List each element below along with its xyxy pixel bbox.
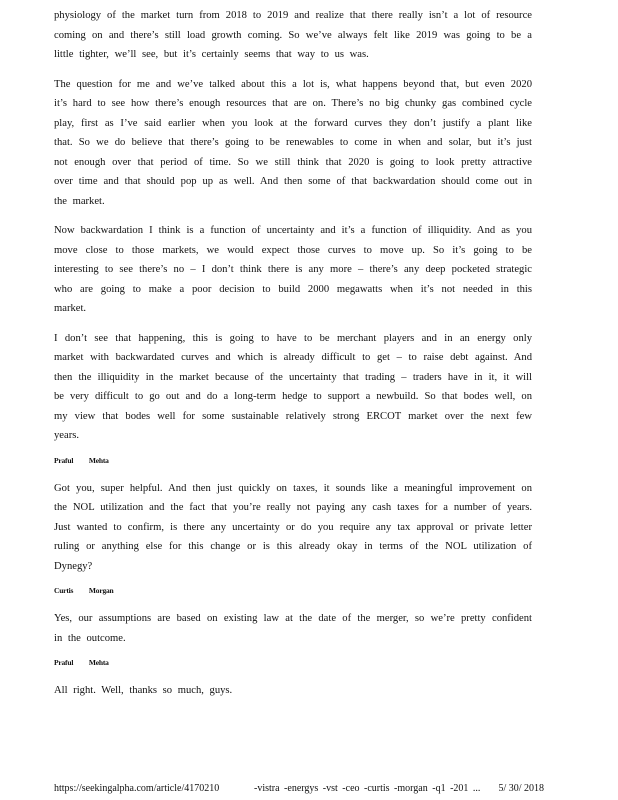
speaker-name: Curtis Morgan <box>54 586 114 595</box>
paragraph: physiology of the market turn from 2018 to 2019 and realize that there really isn’t a lot of resource coming on and there’s still load growth coming. So we’ve always felt like 2019 was going to be a little tighter, we’ll see, but it’s certainly seems that way to us was. <box>54 10 532 60</box>
transcript-body <box>54 6 532 711</box>
footer-article-slug: -vistra -energys -vst -ceo -curtis -morgan -q1 -201 ... <box>254 783 481 794</box>
speaker-name: Praful Mehta <box>54 455 109 465</box>
footer-url[interactable]: https://seekingalpha.com/article/4170210 <box>54 783 220 794</box>
paragraph: The question for me and we’ve talked about this a lot is, what happens beyond that, but even 2020 it’s hard to see how there’s enough resources that are on. There’s no big chunky gas combined cycle play, first as I’ve said earlier when you look at the forward curves they don’t justify a plant like that. So we do believe that there’s going to be renewables to come in when and solar, but it’s just not enough over that period of time. So we still think that 2020 is going to look pretty attractive over time and that should pop up as well. And then some of that backwardation should come out in the market. <box>54 78 532 207</box>
paragraph: All right. Well, thanks so much, guys. <box>54 685 233 696</box>
paragraph: Got you, super helpful. And then just quickly on taxes, it sounds like a meaningful improvement on the NOL utilization and the fact that you’re really not paying any cash taxes for a number of years. Just wanted to confirm, is there any uncertainty or do you require any tax approval or private letter ruling or anything else for this change or is this already okay in terms of the NOL utilization of Dynegy? <box>54 482 532 572</box>
paragraph: I don’t see that happening, this is going to have to be merchant players and in an energy only market with backwardated curves and which is already difficult to get – to raise debt against. And then the illiquidity in the market because of the uncertainty that trading – traders have in it, it will be very difficult to go out and do a long-term hedge to support a newbuild. So that bodes well, on my view that bodes well for some sustainable relatively strong ERCOT market over the next few years. <box>54 332 532 441</box>
footer-date: 5/ 30/ 2018 <box>498 783 544 794</box>
paragraph: Now backwardation I think is a function of uncertainty and it’s a function of illiquidity. And as you move close to those markets, we would expect those curves to move up. So it’s going to be interesting to see there’s no – I don’t think there is any more – there’s any deep pocketed strategic who are going to make a poor decision to build 2000 megawatts when it’s not needed in this market. <box>54 225 532 314</box>
paragraph: Yes, our assumptions are based on existing law at the date of the merger, so we’re pretty confident in the outcome. <box>54 613 532 644</box>
speaker-name: Praful Mehta <box>54 658 109 667</box>
